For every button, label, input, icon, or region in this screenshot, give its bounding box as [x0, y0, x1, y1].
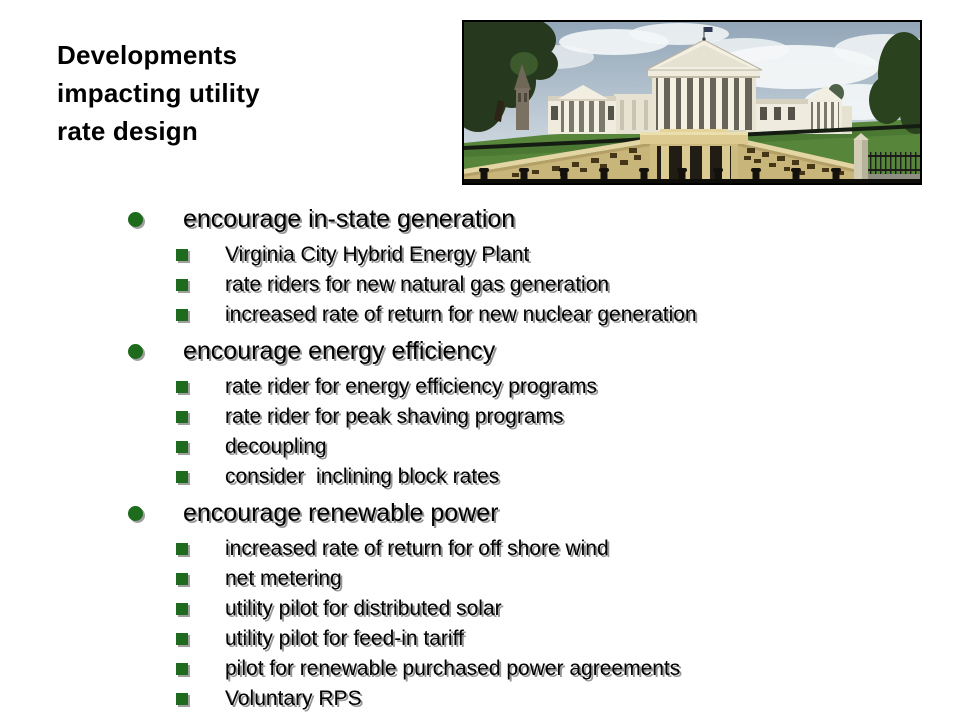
- square-bullet-icon: [176, 471, 188, 483]
- sub-bullet-item: [0, 240, 960, 270]
- bullet-item: [0, 198, 960, 240]
- sub-bullet-item: [0, 654, 960, 684]
- circle-bullet-icon: [128, 212, 143, 227]
- sub-bullet-item: [0, 402, 960, 432]
- capitol-photo: [462, 20, 922, 185]
- sub-bullet-label: rate riders for new natural gas generation: [225, 273, 610, 296]
- circle-bullet-icon: [128, 506, 143, 521]
- bullet-list: [0, 198, 960, 714]
- square-bullet-icon: [176, 279, 188, 291]
- sub-bullet-item: [0, 534, 960, 564]
- sub-bullet-item: [0, 684, 960, 714]
- square-bullet-icon: [176, 411, 188, 423]
- sub-bullet-item: [0, 462, 960, 492]
- circle-bullet-icon: [128, 344, 143, 359]
- square-bullet-icon: [176, 663, 188, 675]
- sub-bullet-label: rate rider for energy efficiency programs: [225, 375, 597, 398]
- bullet-item: [0, 492, 960, 534]
- sub-bullet-label: utility pilot for feed-in tariff: [225, 627, 464, 650]
- sub-bullet-label: utility pilot for distributed solar: [225, 597, 502, 620]
- square-bullet-icon: [176, 381, 188, 393]
- sub-bullet-item: [0, 624, 960, 654]
- sub-bullet-label: consider inclining block rates: [225, 465, 500, 488]
- bullet-item: [0, 330, 960, 372]
- sub-bullet-label: decoupling: [225, 435, 327, 458]
- sub-bullet-label: increased rate of return for new nuclear generation: [225, 303, 697, 326]
- sub-bullet-item: [0, 372, 960, 402]
- page-title: [57, 36, 357, 150]
- title-line-3: rate design: [57, 116, 198, 146]
- sub-bullet-item: [0, 564, 960, 594]
- square-bullet-icon: [176, 543, 188, 555]
- sub-bullet-item: [0, 432, 960, 462]
- sub-bullet-label: net metering: [225, 567, 342, 590]
- title-line-2: impacting utility: [57, 78, 260, 108]
- sub-bullet-item: [0, 300, 960, 330]
- sub-bullet-label: increased rate of return for off shore wind: [225, 537, 609, 560]
- square-bullet-icon: [176, 693, 188, 705]
- square-bullet-icon: [176, 441, 188, 453]
- square-bullet-icon: [176, 309, 188, 321]
- bullet-label: encourage in-state generation: [183, 204, 516, 233]
- capitol-photo-illustration: [464, 22, 920, 183]
- sub-bullet-label: Voluntary RPS: [225, 687, 362, 710]
- title-line-1: Developments: [57, 40, 238, 70]
- sub-bullet-item: [0, 594, 960, 624]
- sub-bullet-label: pilot for renewable purchased power agreements: [225, 657, 681, 680]
- square-bullet-icon: [176, 249, 188, 261]
- sub-bullet-label: rate rider for peak shaving programs: [225, 405, 564, 428]
- bullet-label: encourage renewable power: [183, 498, 499, 527]
- sub-bullet-item: [0, 270, 960, 300]
- square-bullet-icon: [176, 573, 188, 585]
- sub-bullet-label: Virginia City Hybrid Energy Plant: [225, 243, 530, 266]
- bullet-label: encourage energy efficiency: [183, 336, 496, 365]
- square-bullet-icon: [176, 603, 188, 615]
- square-bullet-icon: [176, 633, 188, 645]
